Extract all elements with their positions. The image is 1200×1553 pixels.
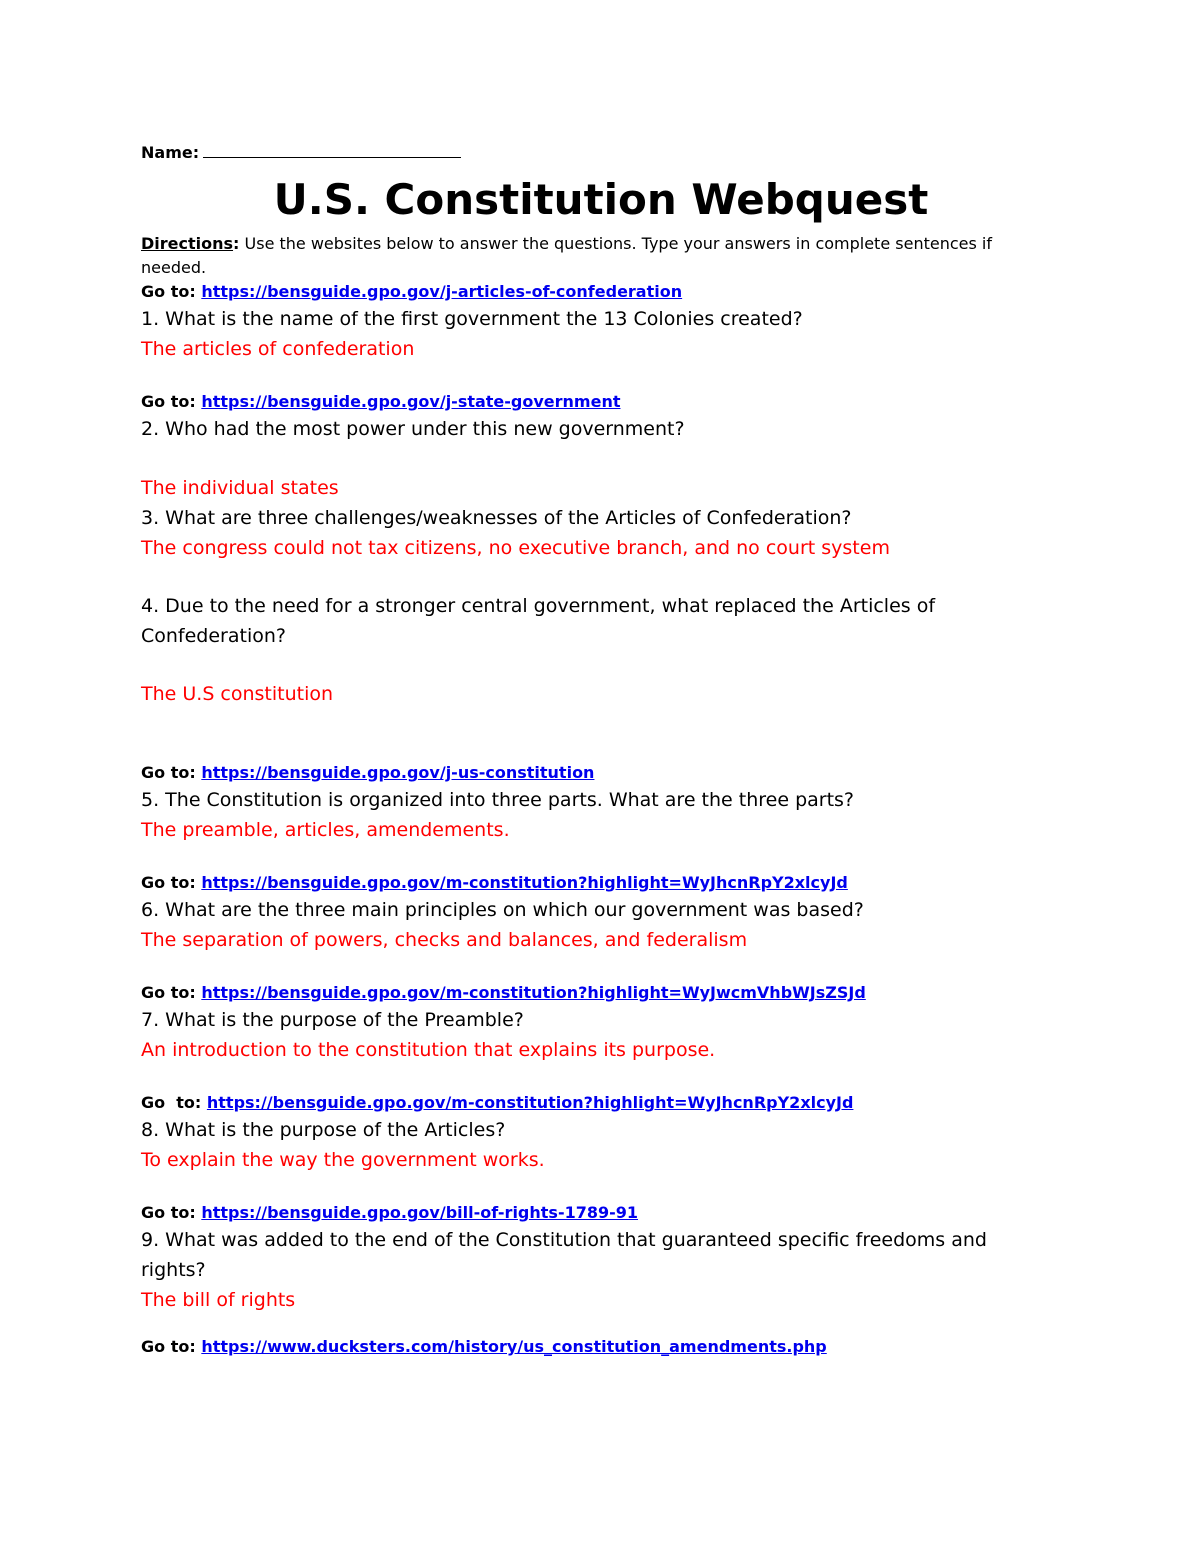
answer-3: The congress could not tax citizens, no executive branch, and no court system	[141, 537, 890, 559]
question-2: 2. Who had the most power under this new government?	[141, 418, 685, 440]
name-blank-line[interactable]	[203, 140, 461, 158]
goto-line-5	[141, 981, 1061, 1005]
link-us-constitution[interactable]: https://bensguide.gpo.gov/j-us-constitution	[201, 763, 595, 782]
answer-2: The individual states	[141, 477, 339, 499]
goto-line-4	[141, 871, 1061, 895]
answer-9: The bill of rights	[141, 1289, 296, 1311]
goto-line-2	[141, 390, 1061, 414]
question-5: 5. The Constitution is organized into three parts. What are the three parts?	[141, 789, 855, 811]
name-label: Name:	[141, 143, 200, 162]
link-constitution-preamble-highlight[interactable]: https://bensguide.gpo.gov/m-constitution?highlight=WyJwcmVhbWJsZSJd	[201, 983, 866, 1002]
goto-label: Go to:	[141, 392, 196, 411]
goto-label: Go to:	[141, 1093, 202, 1112]
directions-colon: :	[233, 234, 240, 253]
link-ducksters-amendments[interactable]: https://www.ducksters.com/history/us_constitution_amendments.php	[201, 1337, 827, 1356]
name-field-row	[141, 140, 1061, 166]
answer-7: An introduction to the constitution that explains its purpose.	[141, 1039, 716, 1061]
link-state-government[interactable]: https://bensguide.gpo.gov/j-state-government	[201, 392, 621, 411]
question-8: 8. What is the purpose of the Articles?	[141, 1119, 506, 1141]
goto-line-3	[141, 761, 1061, 785]
directions	[141, 232, 1061, 280]
goto-line-8	[141, 1335, 1061, 1359]
answer-5: The preamble, articles, amendements.	[141, 819, 510, 841]
goto-label: Go to:	[141, 282, 196, 301]
goto-line-6	[141, 1091, 1061, 1115]
answer-1: The articles of confederation	[141, 338, 415, 360]
question-3: 3. What are three challenges/weaknesses of the Articles of Confederation?	[141, 507, 852, 529]
goto-line-1	[141, 280, 1061, 304]
answer-6: The separation of powers, checks and balances, and federalism	[141, 929, 748, 951]
question-1: 1. What is the name of the first government the 13 Colonies created?	[141, 308, 803, 330]
question-6: 6. What are the three main principles on which our government was based?	[141, 899, 864, 921]
link-articles-of-confederation[interactable]: https://bensguide.gpo.gov/j-articles-of-confederation	[201, 282, 683, 301]
question-4: 4. Due to the need for a stronger central government, what replaced the Articles of Confederation?	[141, 595, 936, 647]
directions-label: Directions	[141, 234, 234, 253]
goto-label: Go to:	[141, 983, 196, 1002]
goto-label: Go to:	[141, 1337, 196, 1356]
answer-8: To explain the way the government works.	[141, 1149, 545, 1171]
goto-label: Go to:	[141, 873, 196, 892]
worksheet-page	[141, 140, 1061, 1359]
directions-text: Use the websites below to answer the questions. Type your answers in complete sentences if needed.	[141, 234, 992, 277]
link-bill-of-rights[interactable]: https://bensguide.gpo.gov/bill-of-rights-1789-91	[201, 1203, 639, 1222]
link-constitution-articles-highlight-2[interactable]: https://bensguide.gpo.gov/m-constitution?highlight=WyJhcnRpY2xlcyJd	[206, 1093, 854, 1112]
question-9: 9. What was added to the end of the Constitution that guaranteed specific freedoms and rights?	[141, 1229, 987, 1281]
goto-label: Go to:	[141, 1203, 196, 1222]
question-7: 7. What is the purpose of the Preamble?	[141, 1009, 524, 1031]
page-title: U.S. Constitution Webquest	[273, 175, 929, 224]
goto-line-7	[141, 1201, 1061, 1225]
goto-label: Go to:	[141, 763, 196, 782]
link-constitution-articles-highlight[interactable]: https://bensguide.gpo.gov/m-constitution?highlight=WyJhcnRpY2xlcyJd	[201, 873, 848, 892]
answer-4: The U.S constitution	[141, 683, 334, 705]
